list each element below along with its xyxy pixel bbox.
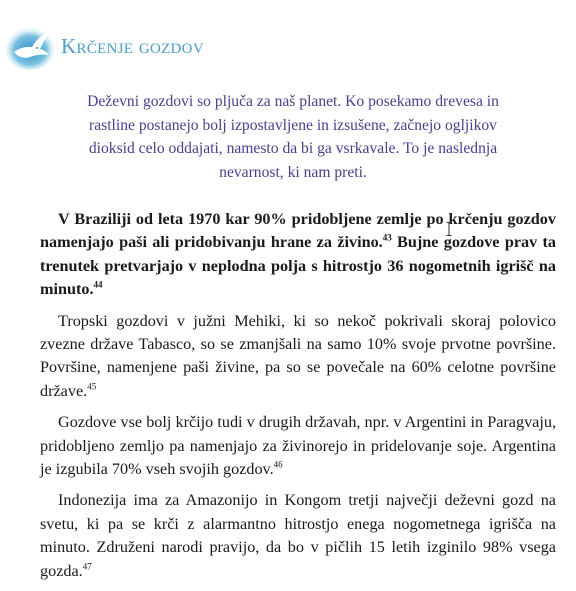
- page-title: Krčenje gozdov: [61, 34, 204, 58]
- page-header: [0, 22, 576, 70]
- dove-icon: [4, 22, 56, 70]
- paragraph-brazil: [40, 208, 556, 302]
- footnote-ref[interactable]: 44: [93, 279, 103, 290]
- text-cursor-icon: [446, 222, 452, 236]
- footnote-ref[interactable]: 45: [87, 381, 97, 392]
- footnote-ref[interactable]: 46: [273, 459, 283, 470]
- paragraph-text: Indonezija ima za Amazonijo in Kongom tretji največji deževni gozd na svetu, ki pa se krči z alarmantno hitrostjo enega nogometnega igrišča na minuto. Združeni narodi pravijo, da bo v pičlih 15 letih izginilo 98% vsega gozda.: [40, 491, 556, 580]
- paragraph-text: Bujne gozdove prav ta trenutek pretvarjajo v neplodna polja s hitrostjo 36 nogometnih igrišč na minuto.: [40, 233, 557, 299]
- paragraph-text: Gozdove vse bolj krčijo tudi v drugih državah, npr. v Argentini in Paragvaju, pridobljeno zemljo pa namenjajo za živinorejo in pridelovanje soje. Argentina je izgubila 70% vseh svojih gozdov.: [40, 413, 556, 479]
- intro-paragraph: Deževni gozdovi so pljuča za naš planet. Ko posekamo drevesa in rastline postanejo bolj izpostavljene in izsušene, začnejo ogljikov dioksid celo oddajati, namesto da bi ga vsrkavale. To je naslednja nevarnost, ki nam preti.: [87, 93, 499, 181]
- paragraph-argentina: [40, 411, 556, 481]
- article-body: [40, 208, 556, 591]
- paragraph-mexico: [40, 310, 556, 404]
- footnote-ref[interactable]: 43: [382, 233, 392, 244]
- paragraph-indonesia: [40, 489, 556, 583]
- paragraph-text: Tropski gozdovi v južni Mehiki, ki so nekoč pokrivali skoraj polovico zvezne države Tabasco, so se zmanjšali na samo 10% svoje prvotne površine. Površine, namenjene paši živine, pa so se povečale na 60% celotne površine države.: [40, 311, 556, 400]
- paragraph-text: V Braziliji od leta 1970 kar 90% pridobljene zemlje po krčenju gozdov namenjajo paši ali pridobivanju hrane za živino.: [40, 210, 556, 252]
- footnote-ref[interactable]: 47: [82, 561, 92, 572]
